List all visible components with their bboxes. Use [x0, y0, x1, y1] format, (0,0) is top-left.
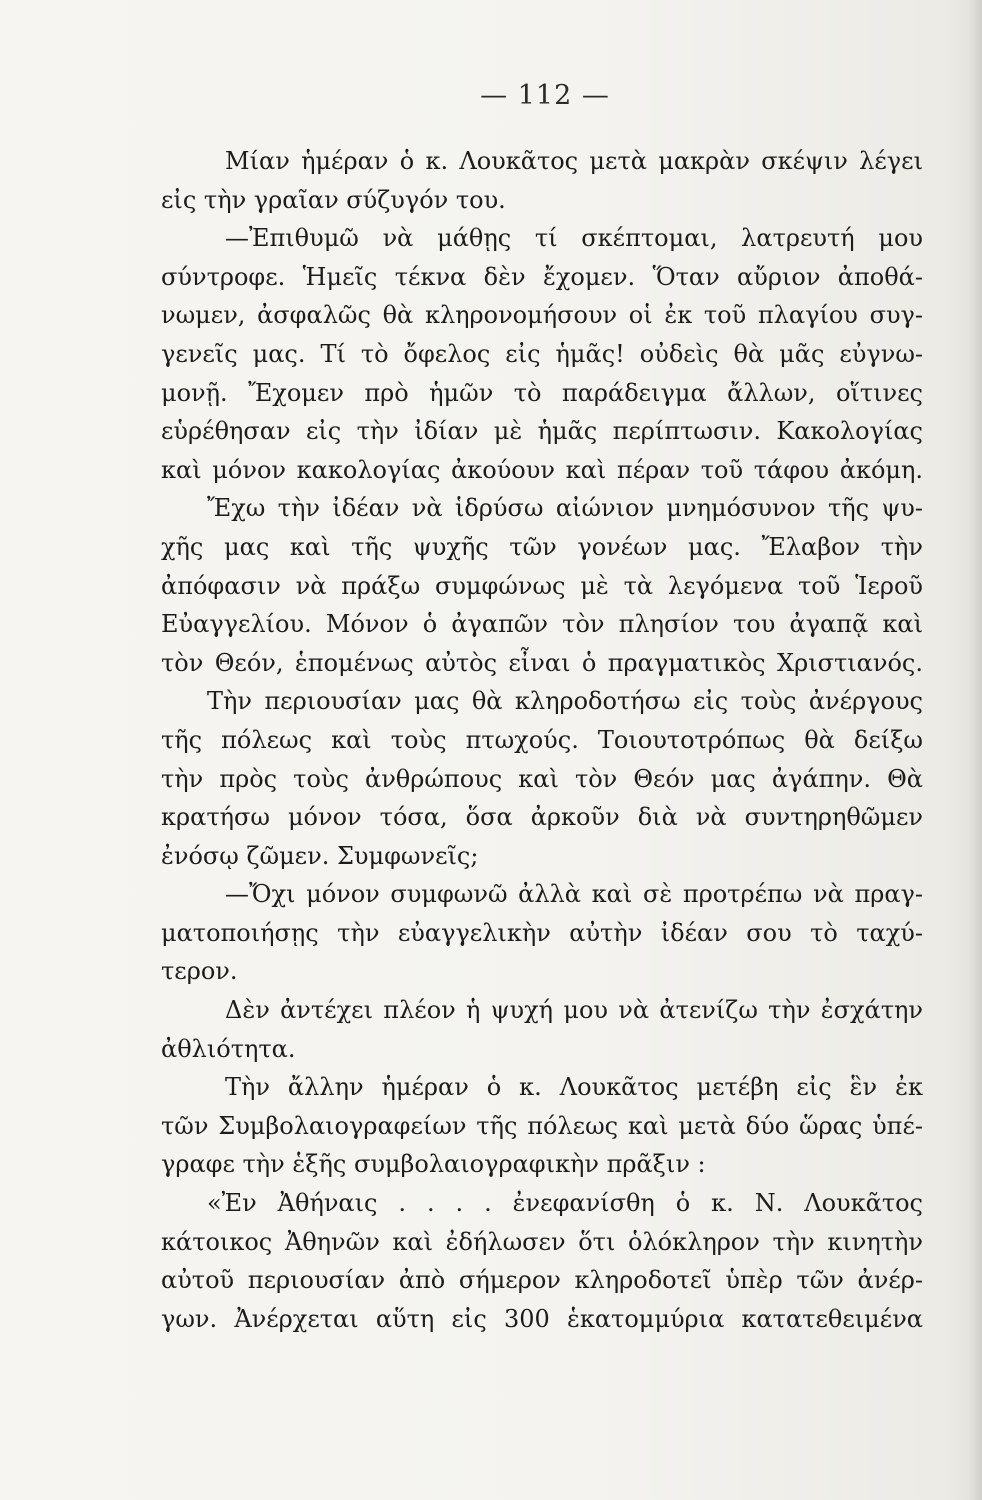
text-line: Ἔχω τὴν ἰδέαν νὰ ἱδρύσω αἰώνιον μνημόσυνον τῆς ψυ-	[207, 494, 923, 523]
text-line: νωμεν, ἀσφαλῶς θὰ κληρονομήσουν οἱ ἐκ τοῦ πλαγίου συγ-	[161, 301, 923, 330]
text-line: σύντροφε. Ἡμεῖς τέκνα δὲν ἔχομεν. Ὅταν αὔριον ἀποθά-	[161, 262, 923, 291]
text-line: —Ὄχι μόνον συμφωνῶ ἀλλὰ καὶ σὲ προτρέπω νὰ πραγ-	[225, 880, 923, 909]
text-line: καὶ μόνον κακολογίας ἀκούουν καὶ πέραν τοῦ τάφου ἀκόμη.	[161, 455, 923, 484]
text-line: Τὴν ἄλλην ἡμέραν ὁ κ. Λουκᾶτος μετέβη εἰς ἓν ἐκ	[225, 1073, 923, 1102]
text-line: γραφε τὴν ἑξῆς συμβολαιογραφικὴν πρᾶξιν :	[161, 1150, 706, 1179]
text-line: ματοποιήσῃς τὴν εὐαγγελικὴν αὐτὴν ἰδέαν σου τὸ ταχύ-	[161, 918, 923, 947]
text-line: ἐνόσῳ ζῶμεν. Συμφωνεῖς;	[161, 841, 479, 870]
text-line: ἀπόφασιν νὰ πράξω συμφώνως μὲ τὰ λεγόμενα τοῦ Ἱεροῦ	[161, 571, 923, 600]
text-line: Τὴν περιουσίαν μας θὰ κληροδοτήσω εἰς τοὺς ἀνέργους	[207, 687, 923, 716]
text-line: ἀθλιότητα.	[161, 1034, 296, 1063]
text-line: γων. Ἀνέρχεται αὕτη εἰς 300 ἑκατομμύρια κατατεθειμένα	[161, 1304, 923, 1333]
page-edge-shadow	[968, 0, 982, 1500]
text-line: τὴν πρὸς τοὺς ἀνθρώπους καὶ τὸν Θεόν μας ἀγάπην. Θὰ	[161, 764, 923, 793]
text-line: μονῇ. Ἔχομεν πρὸ ἡμῶν τὸ παράδειγμα ἄλλων, οἵτινες	[161, 378, 923, 407]
text-line: εὑρέθησαν εἰς τὴν ἰδίαν μὲ ἡμᾶς περίπτωσιν. Κακολογίας	[161, 417, 923, 446]
text-line: Δὲν ἀντέχει πλέον ἡ ψυχή μου νὰ ἀτενίζω τὴν ἐσχάτην	[225, 996, 923, 1025]
text-line: κάτοικος Ἀθηνῶν καὶ ἐδήλωσεν ὅτι ὁλόκληρον τὴν κινητὴν	[161, 1227, 923, 1256]
text-line: τὸν Θεόν, ἑπομένως αὐτὸς εἶναι ὁ πραγματικὸς Χριστιανός.	[161, 648, 923, 677]
text-line: Μίαν ἡμέραν ὁ κ. Λουκᾶτος μετὰ μακρὰν σκέψιν λέγει	[225, 147, 923, 175]
page-number: — 112 —	[480, 80, 610, 111]
text-line: τῶν Συμβολαιογραφείων τῆς πόλεως καὶ μετὰ δύο ὥρας ὑπέ-	[161, 1111, 923, 1140]
text-line: —Ἐπιθυμῶ νὰ μάθῃς τί σκέπτομαι, λατρευτή μου	[225, 224, 923, 253]
text-line: χῆς μας καὶ τῆς ψυχῆς τῶν γονέων μας. Ἔλαβον τὴν	[161, 532, 923, 561]
text-line: αὐτοῦ περιουσίαν ἀπὸ σήμερον κληροδοτεῖ ὑπὲρ τῶν ἀνέρ-	[161, 1266, 923, 1295]
text-line: τερον.	[161, 957, 238, 986]
body-text	[161, 142, 923, 1338]
text-line: «Ἐν Ἀθήναις . . . . ἐνεφανίσθη ὁ κ. Ν. Λουκᾶτος	[207, 1189, 923, 1218]
text-line: εἰς τὴν γραῖαν σύζυγόν του.	[161, 185, 506, 214]
text-line: τῆς πόλεως καὶ τοὺς πτωχούς. Τοιουτοτρόπως θὰ δείξω	[161, 725, 923, 754]
text-line: κρατήσω μόνον τόσα, ὅσα ἀρκοῦν διὰ νὰ συντηρηθῶμεν	[161, 803, 923, 832]
text-line: γενεῖς μας. Τί τὸ ὄφελος εἰς ἡμᾶς! οὐδεὶς θὰ μᾶς εὐγνω-	[161, 339, 923, 368]
text-line: Εὐαγγελίου. Μόνον ὁ ἀγαπῶν τὸν πλησίον του ἀγαπᾷ καὶ	[161, 610, 923, 639]
